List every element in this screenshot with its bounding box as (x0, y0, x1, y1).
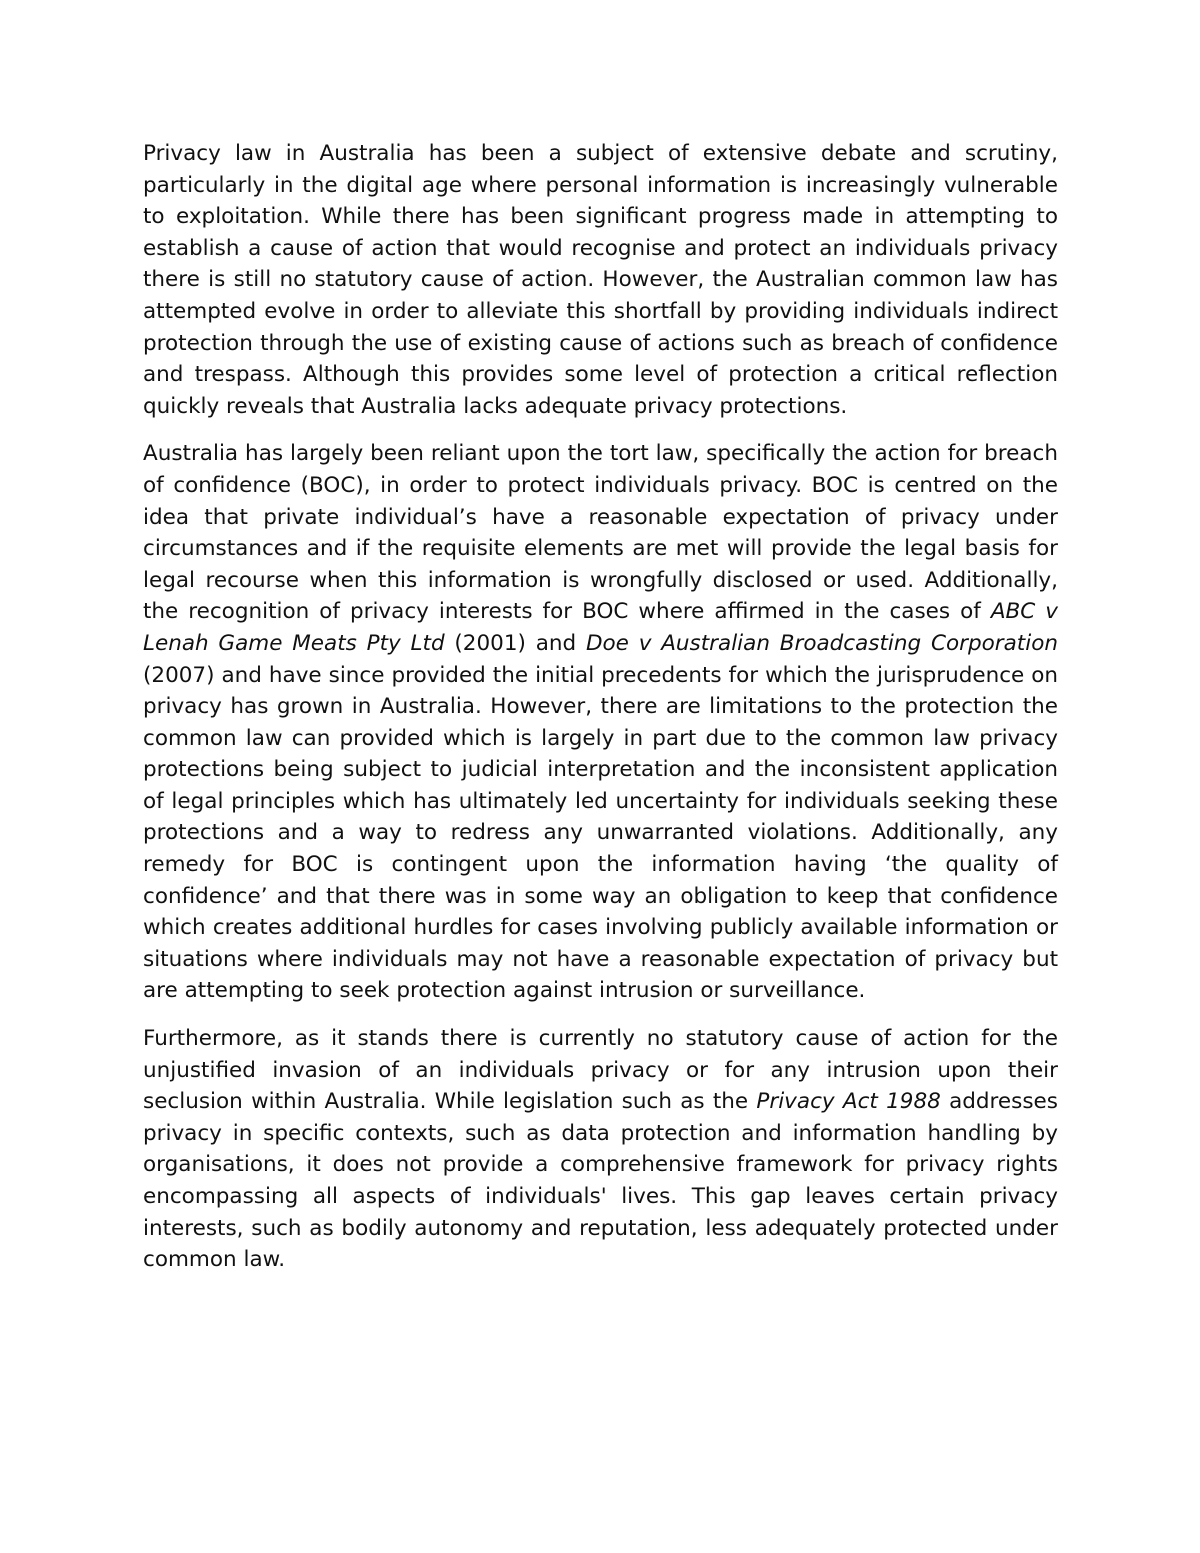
paragraph-statutory-gap (143, 1023, 1058, 1276)
paragraph-text: Furthermore, as it stands there is currently no statutory cause of action for the unjustified invasion of an individuals privacy or for any intrusion upon their seclusion within Australia. While legislation such as the (143, 1026, 1058, 1115)
document-page (143, 138, 1058, 1292)
paragraph-text: (2007) and have since provided the initial precedents for which the jurisprudence on privacy has grown in Australia. However, there are limitations to the protection the common law can provided which is largely in part due to the common law privacy protections being subject to judicial interpretation and the inconsistent application of legal principles which has ultimately led uncertainty for individuals seeking these protections and a way to redress any unwarranted violations. Additionally, any remedy for BOC is contingent upon the information having ‘the quality of confidence’ and that there was in some way an obligation to keep that confidence which creates additional hurdles for cases involving publicly available information or situations where individuals may not have a reasonable expectation of privacy but are attempting to seek protection against intrusion or surveillance. (143, 662, 1058, 1004)
paragraph-text: (2001) and (444, 630, 586, 656)
case-citation: ABC v Lenah Game Meats Pty Ltd (143, 599, 1058, 656)
paragraph-intro (143, 138, 1058, 422)
case-citation: Doe v Australian Broadcasting Corporation (585, 630, 1058, 656)
paragraph-breach-of-confidence (143, 438, 1058, 1007)
paragraph-text: Australia has largely been reliant upon the tort law, specifically the action for breach of confidence (BOC), in order to protect individuals privacy. BOC is centred on the idea that private individual’s have a reasonable expectation of privacy under circumstances and if the requisite elements are met will provide the legal basis for legal recourse when this information is wrongfully disclosed or used. Additionally, the recognition of privacy interests for BOC where affirmed in the cases of (143, 441, 1058, 625)
legislation-citation: Privacy Act 1988 (756, 1089, 941, 1115)
paragraph-text: Privacy law in Australia has been a subject of extensive debate and scrutiny, particularly in the digital age where personal information is increasingly vulnerable to exploitation. While there has been significant progress made in attempting to establish a cause of action that would recognise and protect an individuals privacy there is still no statutory cause of action. However, the Australian common law has attempted evolve in order to alleviate this shortfall by providing individuals indirect protection through the use of existing cause of actions such as breach of confidence and trespass. Although this provides some level of protection a critical reflection quickly reveals that Australia lacks adequate privacy protections. (143, 141, 1058, 419)
paragraph-text: addresses privacy in specific contexts, such as data protection and information handling by organisations, it does not provide a comprehensive framework for privacy rights encompassing all aspects of individuals' lives. This gap leaves certain privacy interests, such as bodily autonomy and reputation, less adequately protected under common law. (143, 1089, 1058, 1273)
